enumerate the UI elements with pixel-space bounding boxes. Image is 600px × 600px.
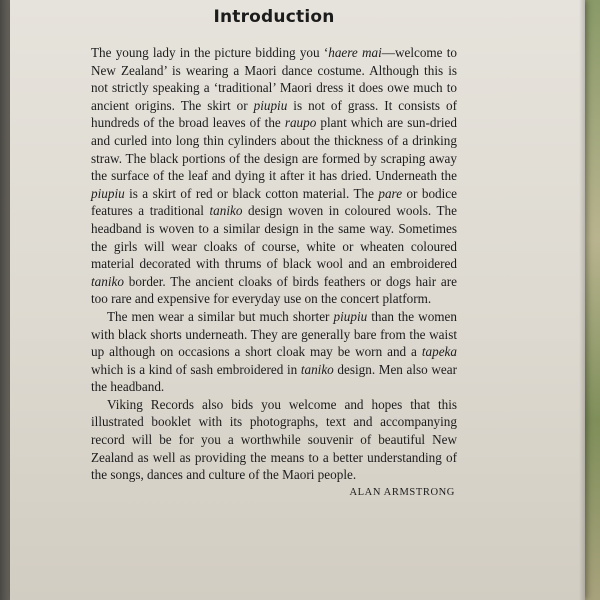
text-run: The young lady in the picture bidding you ‘ (91, 45, 329, 60)
italic-term: taniko (91, 273, 124, 289)
text-run: The men wear a similar but much shorter (107, 308, 334, 324)
text-run: border. The ancient cloaks of birds feathers or dogs hair are too rare and expensive for everyday use on the concert platform. (91, 273, 457, 307)
italic-term: piupiu (253, 97, 288, 113)
italic-term: pare (378, 185, 403, 201)
italic-term: haere mai (328, 45, 382, 60)
text-run: is not of grass. It consists of hundreds of the broad leaves of the (91, 97, 458, 131)
page-content (91, 6, 457, 498)
italic-term: raupo (284, 115, 317, 131)
text-run: design. Men also wear the headband. (91, 361, 457, 395)
text-run: is a skirt of red or black cotton material. The (124, 185, 379, 201)
text-run: or bodice features a traditional (91, 185, 457, 219)
paragraph (91, 396, 457, 484)
body-text (91, 44, 457, 484)
italic-term: piupiu (91, 185, 125, 201)
italic-term: piupiu (333, 308, 368, 324)
booklet-page (10, 0, 585, 600)
italic-term: taniko (209, 203, 243, 219)
text-run: Viking Records also bids you welcome and hopes that this illustrated booklet with its photographs, text and accompanying record will be for you a worthwhile souvenir of beautiful New Zealand as well as providing the means to a better understanding of the songs, dances and culture of the Maori people. (91, 396, 457, 483)
text-run: which is a kind of sash embroidered in (91, 361, 301, 377)
paragraph (91, 308, 457, 396)
paragraph (91, 44, 457, 308)
text-run: plant which are sun-dried and curled into long thin cylinders about the thickness of a drinking straw. The black portions of the design are formed by scraping away the surface of the leaf and dying it after it has dried. Underneath the (91, 115, 457, 184)
text-run: than the women with black shorts underneath. They are generally bare from the waist up although on occasions a short cloak may be worn and a (91, 308, 457, 360)
italic-term: tapeka (421, 344, 457, 360)
author-signature: ALAN ARMSTRONG (349, 486, 455, 498)
italic-term: taniko (300, 361, 334, 377)
text-run: —welcome to New Zealand’ is wearing a Maori dance costume. Although this is not strictly speaking a ‘traditional’ Maori dress it does owe much to ancient origins. The skirt or (91, 45, 457, 113)
text-run: design woven in coloured wools. The headband is woven to a similar design in the same way. Sometimes the girls will wear cloaks of course, white or wheaten coloured material decorated with thrums of black wool and an embroidered (91, 203, 457, 272)
page-title: Introduction (213, 7, 335, 27)
page-edge-shadow (579, 0, 585, 600)
